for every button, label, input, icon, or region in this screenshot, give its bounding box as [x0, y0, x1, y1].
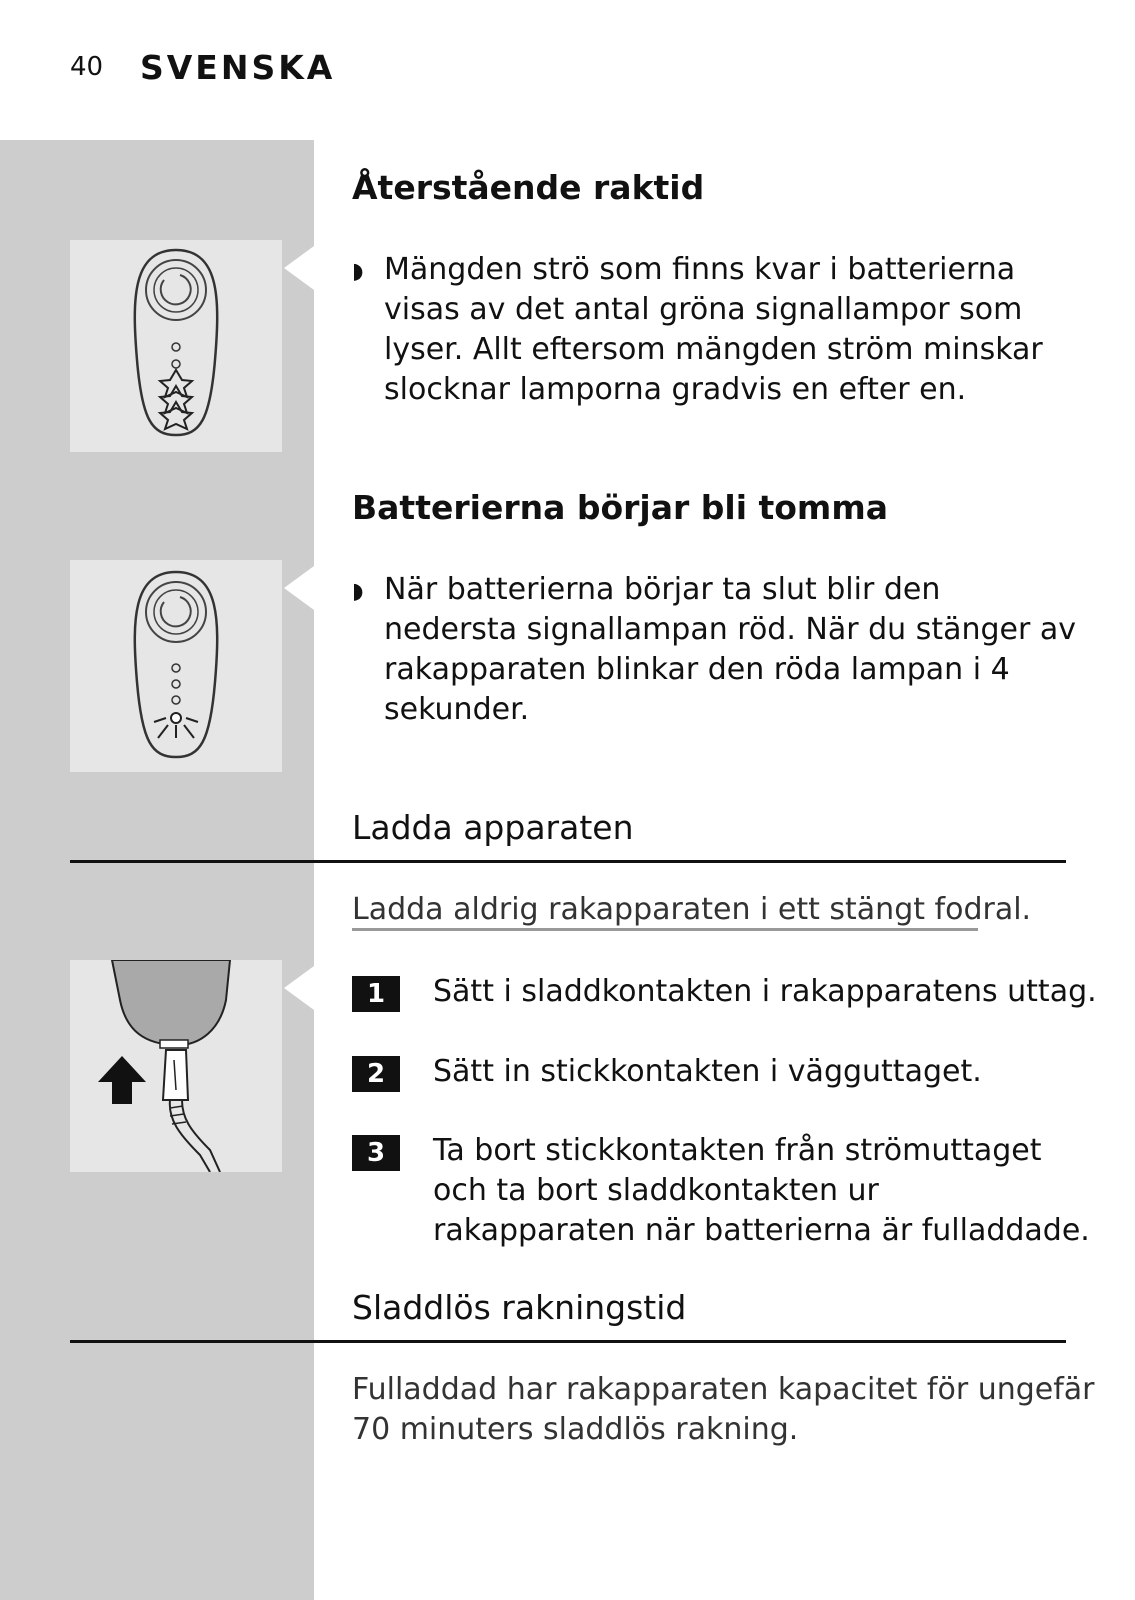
illustration-low-battery [70, 560, 282, 772]
page-number: 40 [70, 52, 104, 82]
section-title-charging: Ladda apparaten [352, 808, 634, 847]
section-rule [70, 1340, 1066, 1343]
step-text: Ta bort stickkontakten från strömuttaget och ta bort sladdkontakten ur rakapparaten när batterierna är fulladdade. [433, 1133, 1090, 1248]
step-number: 3 [352, 1135, 400, 1171]
shaver-panel-low-icon [70, 560, 282, 772]
step-number: 1 [352, 976, 400, 1012]
half-circle-bullet-icon: ◗ [352, 579, 364, 604]
step-text: Sätt in stickkontakten i vägguttaget. [433, 1054, 982, 1089]
step-number: 2 [352, 1056, 400, 1092]
up-arrow-icon [98, 1056, 146, 1104]
section-title-low-battery: Batterierna börjar bli tomma [352, 488, 888, 527]
section-rule [70, 860, 1066, 863]
pointer-notch [284, 246, 314, 290]
section-title-remaining: Återstående raktid [352, 168, 705, 207]
pointer-notch [284, 566, 314, 610]
charging-warning: Ladda aldrig rakapparaten i ett stängt fodral. [352, 892, 1032, 927]
warning-underline [352, 928, 978, 931]
shaver-plug-icon [70, 960, 282, 1172]
paragraph-remaining: Mängden strö som finns kvar i batterierna visas av det antal gröna signallampor som lyser. Allt eftersom mängden ström minskar slocknar lamporna gradvis en efter en. [384, 252, 1043, 407]
illustration-charging [70, 960, 282, 1172]
section-title-cordless: Sladdlös rakningstid [352, 1288, 687, 1327]
language-heading: SVENSKA [140, 48, 336, 87]
pointer-notch [284, 966, 314, 1010]
shaver-panel-icon [70, 240, 282, 452]
illustration-remaining-lights [70, 240, 282, 452]
paragraph-cordless: Fulladdad har rakapparaten kapacitet för ungefär 70 minuters sladdlös rakning. [352, 1372, 1095, 1447]
half-circle-bullet-icon: ◗ [352, 259, 364, 284]
paragraph-low-battery: När batterierna börjar ta slut blir den nedersta signallampan röd. När du stänger av rakapparaten blinkar den röda lampan i 4 sekunder. [384, 572, 1077, 727]
step-text: Sätt i sladdkontakten i rakapparatens uttag. [433, 974, 1097, 1009]
